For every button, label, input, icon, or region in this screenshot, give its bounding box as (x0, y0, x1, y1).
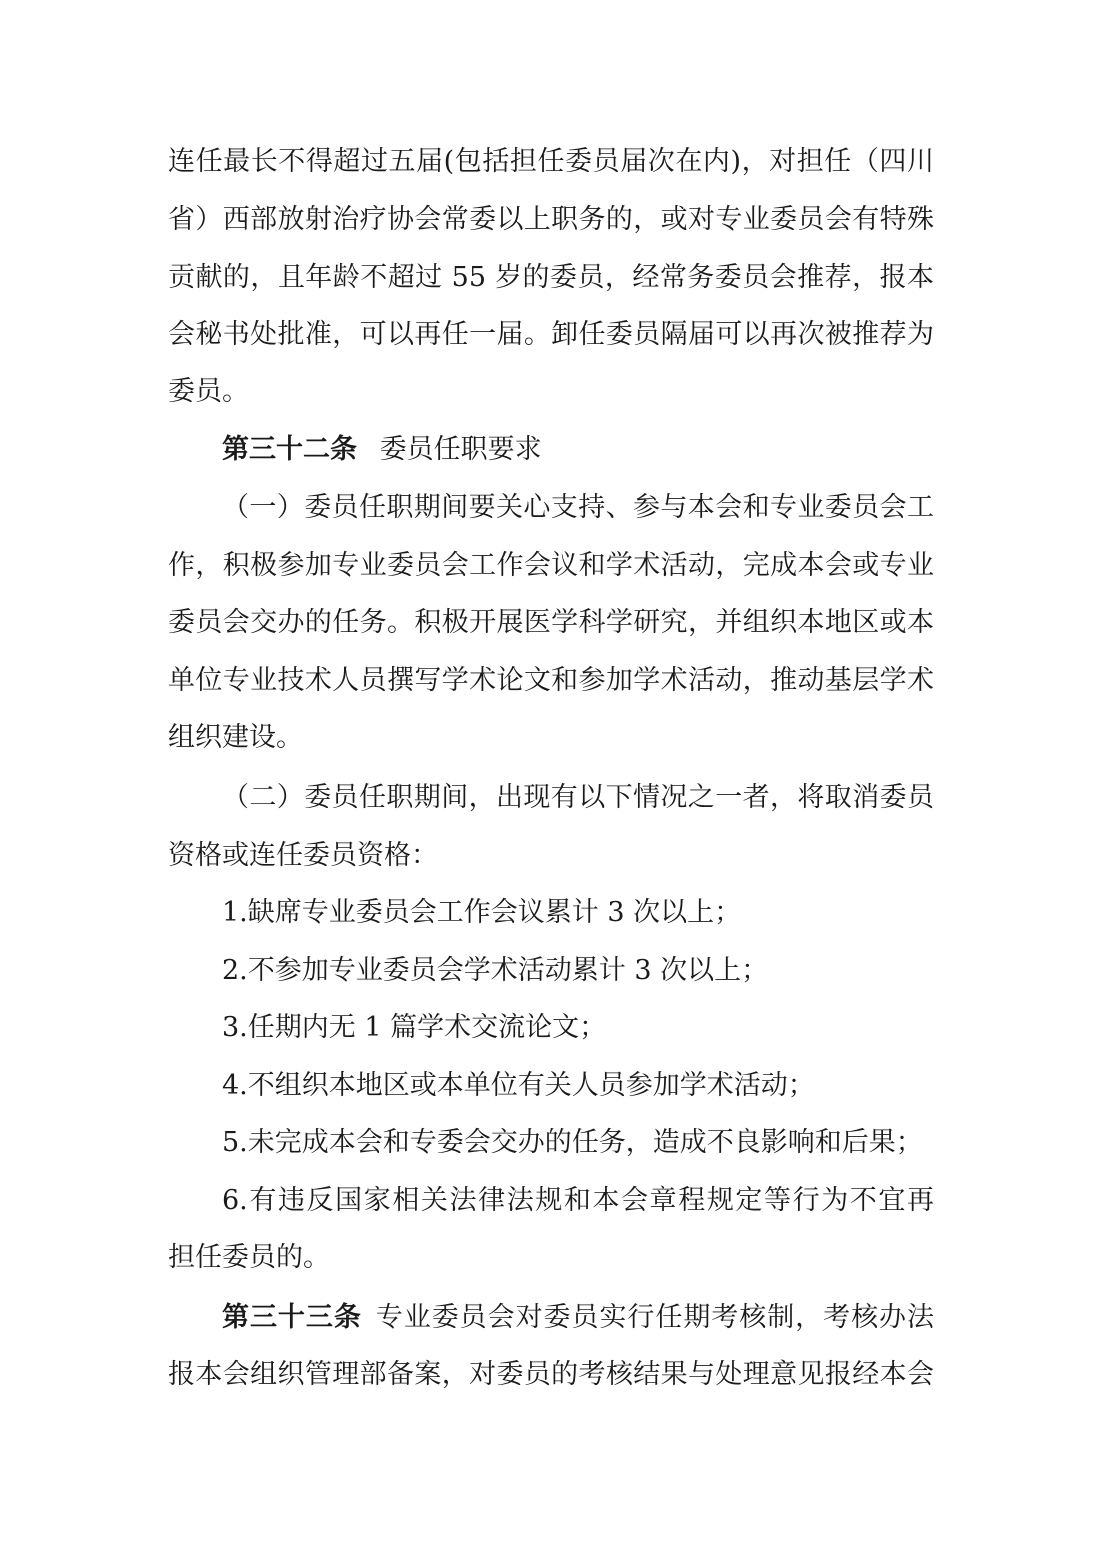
paragraph-line: 作，积极参加专业委员会工作会议和学术活动，完成本会或专业 (168, 550, 934, 581)
article-number: 第三十二条 (222, 434, 357, 465)
paragraph-line: 资格或连任委员资格： (168, 840, 438, 871)
paragraph-line: （一）委员任职期间要关心支持、参与本会和专业委员会工 (222, 492, 934, 523)
paragraph-line: 委员。 (168, 376, 249, 407)
list-item: 3.任期内无 1 篇学术交流论文； (222, 1012, 607, 1043)
list-item: 6.有违反国家相关法律法规和本会章程规定等行为不宜再 (222, 1185, 934, 1216)
article-title: 委员任职要求 (379, 434, 542, 465)
article-33-line (222, 1298, 934, 1338)
list-item-continuation: 担任委员的。 (168, 1242, 330, 1273)
paragraph-line: （二）委员任职期间，出现有以下情况之一者，将取消委员 (222, 782, 934, 813)
article-number: 第三十三条 (222, 1302, 362, 1333)
paragraph-line: 连任最长不得超过五届(包括担任委员届次在内)，对担任（四川 (168, 146, 934, 177)
paragraph-line: 贡献的，且年龄不超过 55 岁的委员，经常务委员会推荐，报本 (168, 262, 934, 293)
article-32-heading (222, 430, 934, 470)
article-text: 专业委员会对委员实行任期考核制，考核办法 (375, 1302, 935, 1333)
paragraph-line: 报本会组织管理部备案，对委员的考核结果与处理意见报经本会 (168, 1359, 934, 1390)
paragraph-line: 会秘书处批准，可以再任一届。卸任委员隔届可以再次被推荐为 (168, 319, 934, 350)
list-item: 1.缺席专业委员会工作会议累计 3 次以上； (222, 897, 742, 928)
paragraph-line: 委员会交办的任务。积极开展医学科学研究，并组织本地区或本 (168, 607, 934, 638)
paragraph-line: 组织建设。 (168, 722, 303, 753)
list-item: 4.不组织本地区或本单位有关人员参加学术活动； (222, 1070, 815, 1101)
list-item: 2.不参加专业委员会学术活动累计 3 次以上； (222, 955, 769, 986)
paragraph-line: 省）西部放射治疗协会常委以上职务的，或对专业委员会有特殊 (168, 204, 934, 235)
list-item: 5.未完成本会和专委会交办的任务，造成不良影响和后果； (222, 1127, 923, 1158)
paragraph-line: 单位专业技术人员撰写学术论文和参加学术活动，推动基层学术 (168, 665, 934, 696)
